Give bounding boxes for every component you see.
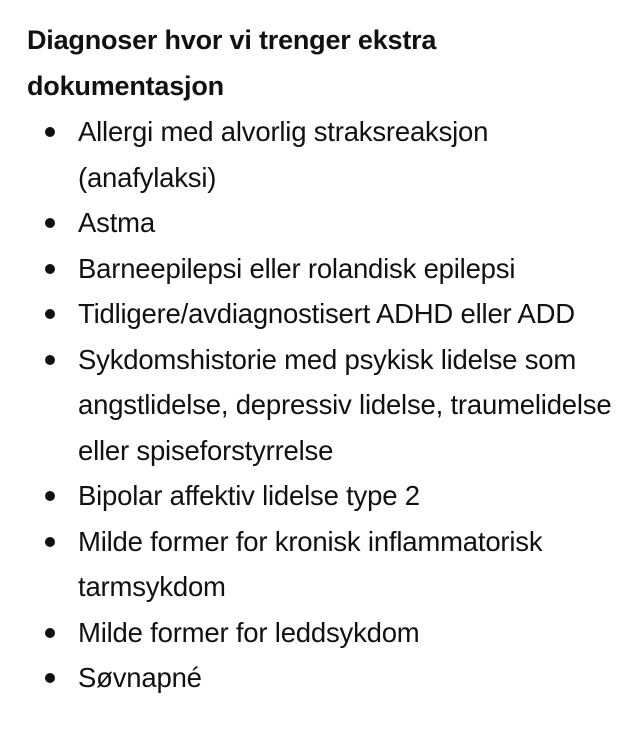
document-body [27, 17, 627, 701]
list-item-text: Søvnapné [78, 662, 202, 693]
list-item-text: Sykdomshistorie med psykisk lidelse som angstlidelse, depressiv lidelse, traumelidelse eller spiseforstyrrelse [78, 343, 612, 466]
diagnosis-list [27, 109, 627, 701]
list-item [27, 337, 627, 474]
list-item-text: Tidligere/avdiagnostisert ADHD eller ADD [78, 298, 575, 329]
list-item-text: Milde former for kronisk inflammatorisk tarmsykdom [78, 525, 543, 602]
list-item [27, 109, 627, 200]
list-item-text: Allergi med alvorlig straksreaksjon (anafylaksi) [78, 116, 489, 193]
bullet-icon [45, 264, 55, 274]
bullet-icon [45, 127, 55, 137]
section-heading [27, 17, 627, 109]
list-item [27, 291, 627, 337]
list-item-text: Bipolar affektiv lidelse type 2 [78, 480, 420, 511]
list-item-text: Barneepilepsi eller rolandisk epilepsi [78, 252, 516, 284]
list-item [27, 610, 627, 656]
list-item-text: Astma [78, 207, 155, 238]
bullet-icon [45, 218, 55, 228]
section-heading-line-2: dokumentasjon [27, 71, 224, 101]
list-item [27, 473, 627, 519]
bullet-icon [45, 537, 55, 547]
list-item [27, 200, 627, 246]
list-item-text: Milde former for leddsykdom [78, 616, 420, 648]
section-heading-line-1: Diagnoser hvor vi trenger ekstra [27, 25, 437, 55]
list-item [27, 519, 627, 610]
bullet-icon [45, 628, 55, 638]
bullet-icon [45, 673, 55, 683]
bullet-icon [45, 491, 55, 501]
bullet-icon [45, 355, 55, 365]
bullet-icon [45, 309, 55, 319]
list-item [27, 655, 627, 701]
list-item [27, 246, 627, 292]
